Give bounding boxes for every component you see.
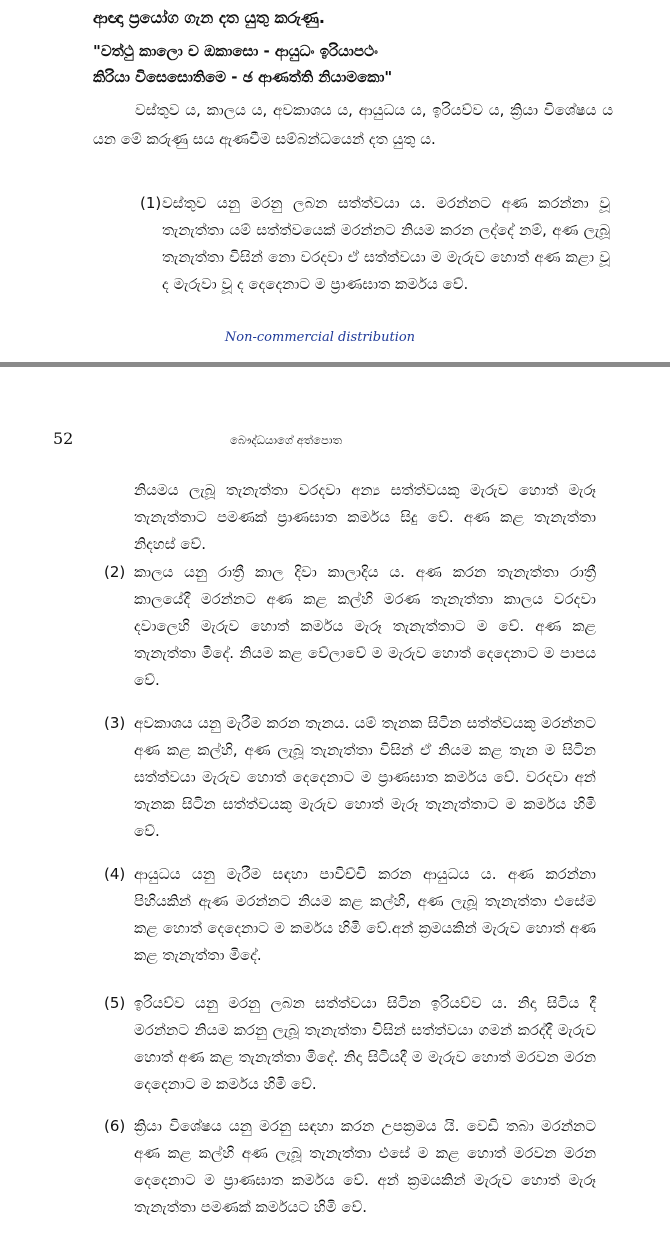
item-number: (2) bbox=[104, 563, 126, 581]
verse-line: කිරියා විසෙසොතිමෙ - ඡ ආණත්ති නියාමකො" bbox=[93, 68, 393, 86]
running-head: බෞද්ධයාගේ අත්පොත bbox=[230, 433, 342, 447]
list-item bbox=[104, 861, 596, 969]
list-item bbox=[104, 990, 596, 1098]
scanned-page-bottom bbox=[0, 367, 670, 1239]
item-number: (5) bbox=[104, 994, 126, 1012]
intro-paragraph: වස්තුව ය, කාලය ය, අවකාශය ය, ආයුධය ය, ඉරියව්ව ය, ක්‍රියා විශේෂය ය යන මේ කරුණු සය ඇණවීම සම්බන්ධයෙන් දත යුතු ය. bbox=[93, 101, 613, 148]
pali-verse bbox=[93, 38, 633, 90]
continuation-paragraph: නියමය ලැබූ තැනැත්තා වරදවා අන්‍ය සත්ත්වයකු මැරුව හොත් මැරූ තැනැත්තාට පමණක් ප්‍රාණඝාත කර්මය සිදු වේ. අණ කළ තැනැත්තා නිදහස් වේ. bbox=[134, 481, 596, 553]
item-text: ආයුධය යනු මැරීම සඳහා පාවිච්චි කරන ආයුධය ය. අණ කරන්නා පිහියකින් ඇණ මරන්නට නියම කළ කල්හි, අණ ලැබූ තැනැත්තා එසේම කළ හොත් දෙදෙනාට ම කර්මය හිමි වේ.අන් ක්‍රමයකින් මැරුව හොත් අණ කළ තැනැත්තා මිදේ. bbox=[134, 865, 596, 964]
item-number: (3) bbox=[104, 714, 126, 732]
page-number: 52 bbox=[53, 429, 74, 448]
item-number: (1) bbox=[140, 194, 162, 212]
scanned-page-top bbox=[0, 0, 670, 362]
item-text: කාලය යනු රාත්‍රී කාල දිවා කාලාදිය ය. අණ කරන තැනැත්තා රාත්‍රී කාලයේදී මරන්නට අණ කළ කල්හි මරණ තැනැත්තා කාලය වරදවා දවාලෙහි මැරුව හොත් කර්මය මැරූ තැනැත්තාට ම වේ. අණ කළ තැනැත්තා මිදේ. නියම කළ වේලාවේ ම මැරුව හොත් දෙදෙනාට ම පාපය වේ. bbox=[134, 563, 596, 689]
item-number: (4) bbox=[104, 865, 126, 883]
list-item bbox=[104, 710, 596, 845]
verse-line: "වත්ථු කාලො ච ඔකාසො - ආයුධං ඉරියාපථං bbox=[93, 42, 378, 60]
item-number: (6) bbox=[104, 1117, 126, 1135]
list-item bbox=[140, 190, 610, 298]
item-text: අවකාශය යනු මැරීම කරන තැනය. යම් තැනක සිටින සත්ත්වයකු මරන්නට අණ කළ කල්හි, අණ ලැබූ තැනැත්තා විසින් ඒ නියම කළ තැන ම සිටින සත්ත්වයා මැරුව හොත් දෙදෙනාට ම ප්‍රාණඝාත කර්මය වේ. වරදවා අන් තැනක සිටින සත්ත්වයකු මැරුව හොත් මැරූ තැනැත්තාට ම කර්මය හිමි වේ. bbox=[134, 714, 596, 840]
list-item bbox=[104, 1113, 596, 1221]
item-text: ක්‍රියා විශේෂය යනු මරනු සඳහා කරන උපක්‍රමය යි. වෙඩි තබා මරන්නට අණ කළ කල්හි අණ ලැබූ තැනැත්තා එසේ ම කළ හොත් මරවන මරන දෙදෙනාට ම ප්‍රාණඝාත කර්මය වේ. අන් ක්‍රමයකින් මැරුව හොත් මැරූ තැනැත්තා පමණක් කර්මයට හිමි වේ. bbox=[134, 1117, 596, 1216]
item-text: ඉරියව්ව යනු මරනු ලබන සත්ත්වයා සිටින ඉරියව්ව ය. නිදා සිටිය දී මරන්නට නියම කරනු ලැබූ තැනැත්තා විසින් සත්ත්වයා ගමන් කරද්දී මැරුව හොත් අණ කළ තැනැත්තා මිදේ. නිදා සිටියදී ම මැරුව හොත් මරවන මරන දෙදෙනාට ම කර්මය හිමි වේ. bbox=[134, 994, 596, 1093]
section-heading: ආඥා ප්‍රයෝග ගැන දත යුතු කරුණු. bbox=[93, 8, 325, 27]
list-item bbox=[104, 559, 596, 694]
item-text: වස්තුව යනු මරනු ලබන සත්ත්වයා ය. මරන්නට අණ කරන්නා වූ තැනැත්තා යම් සත්ත්වයෙක් මරන්නට නියම කරන ලද්දේ නම්, අණ ලැබූ තැනැත්තා විසින් නො වරදවා ඒ සත්ත්වයා ම මැරුව හොත් අණ කළා වූ ද මැරුවා වූ ද දෙදෙනාට ම ප්‍රාණඝාත කර්මය වේ. bbox=[162, 194, 610, 293]
watermark: Non-commercial distribution bbox=[224, 330, 416, 345]
